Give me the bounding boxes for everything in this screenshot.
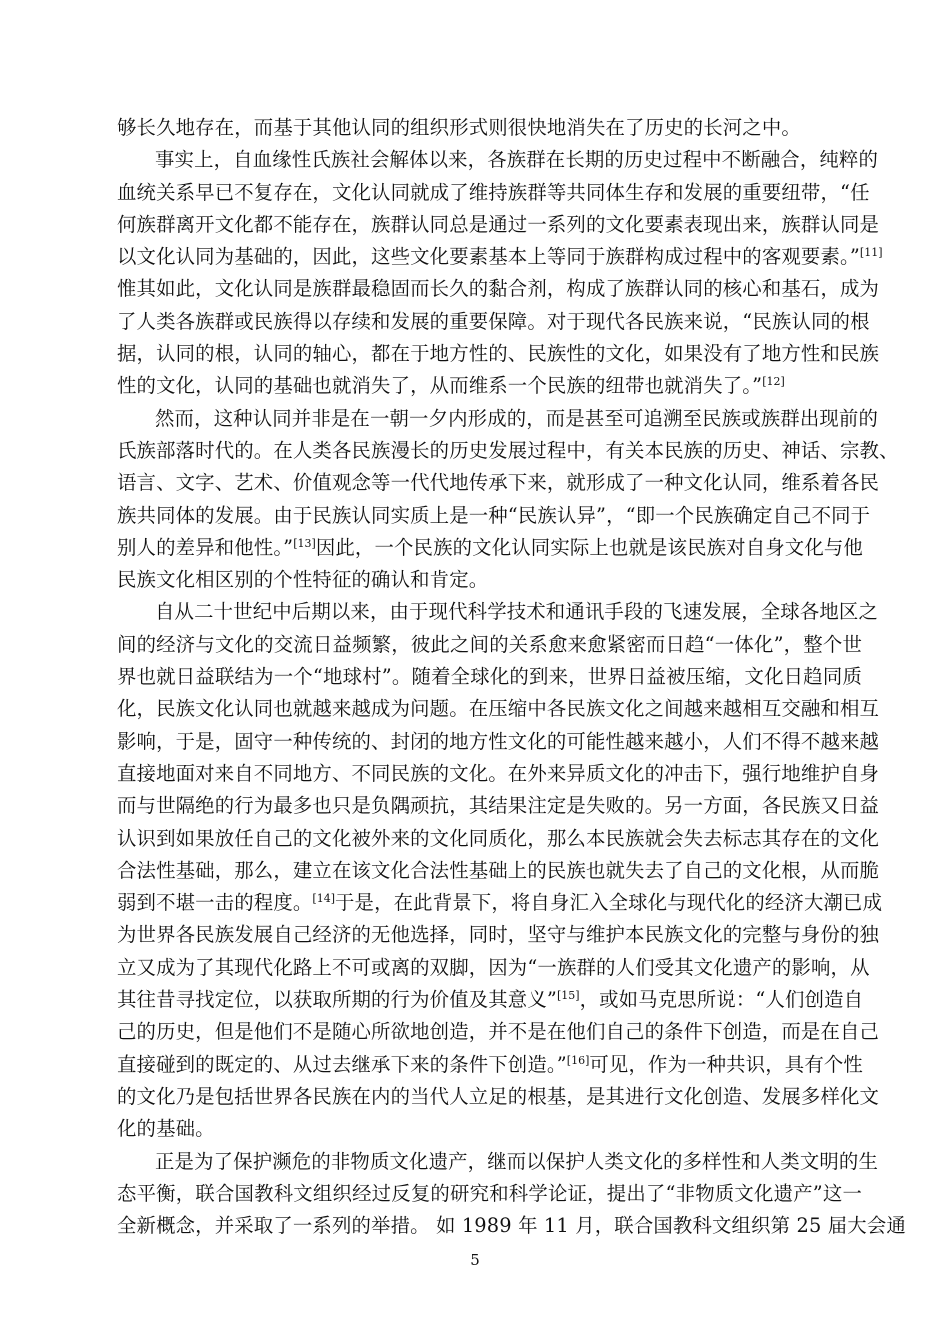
text-line (117, 467, 880, 499)
line-text: 弱到不堪一击的程度。 (117, 891, 313, 915)
line-text: 界也就日益联结为一个“地球村”。随着全球化的到来，世界日益被压缩，文化日趋同质 (117, 665, 862, 689)
text-line (117, 241, 883, 273)
line-text: 惟其如此，文化认同是族群最稳固而长久的黏合剂，构成了族群认同的核心和基石，成为 (117, 277, 880, 301)
citation-ref: [13] (293, 536, 316, 550)
text-line (117, 532, 862, 564)
text-line (117, 984, 862, 1016)
line-text: 氏族部落时代的。在人类各民族漫长的历史发展过程中，有关本民族的历史、神话、宗教、 (117, 438, 899, 462)
line-text: 其往昔寻找定位，以获取所期的行为价值及其意义” (117, 988, 557, 1012)
line-text: 合法性基础，那么，建立在该文化合法性基础上的民族也就失去了自己的文化根，从而脆 (117, 858, 880, 882)
text-line (117, 403, 879, 435)
line-text: 血统关系早已不复存在，文化认同就成了维持族群等共同体生存和发展的重要纽带，“任 (117, 180, 870, 204)
line-text: 别人的差异和他性。” (117, 535, 294, 559)
citation-ref: [14] (312, 892, 335, 906)
citation-ref: [11] (859, 246, 883, 260)
line-text: 据，认同的根，认同的轴心，都在于地方性的、民族性的文化，如果没有了地方性和民族 (117, 342, 880, 366)
text-line (117, 693, 880, 725)
citation-ref: [16] (566, 1053, 590, 1067)
line-text: 而与世隔绝的行为最多也只是负隅顽抗，其结果注定是失败的。另一方面，各民族又日益 (117, 794, 880, 818)
line-text: 族共同体的发展。由于民族认同实质上是一种“民族认异”，“即一个民族确定自己不同于 (117, 503, 871, 527)
line-text-continued: 于是，在此背景下，将自身汇入全球化与现代化的经济大潮已成 (335, 891, 883, 915)
line-text: 事实上，自血缘性氏族社会解体以来，各族群在长期的历史过程中不断融合，纯粹的 (155, 148, 879, 172)
text-line (117, 790, 880, 822)
citation-ref: [15] (556, 989, 580, 1003)
text-line (117, 338, 880, 370)
text-line (117, 306, 870, 338)
line-text: 己的历史，但是他们不是随心所欲地创造，并不是在他们自己的条件下创造，而是在自己 (117, 1020, 880, 1044)
line-text: 直接碰到的既定的、从过去继承下来的条件下创造。” (117, 1052, 567, 1076)
text-line (117, 112, 862, 144)
text-line (117, 1113, 862, 1145)
line-text: 间的经济与文化的交流日益频繁，彼此之间的关系愈来愈紧密而日趋“一体化”，整个世 (117, 632, 862, 656)
line-text: 直接地面对来自不同地方、不同民族的文化。在外来异质文化的冲击下，强行地维护自身 (117, 761, 880, 785)
line-text: 以文化认同为基础的，因此，这些文化要素基本上等同于族群构成过程中的客观要素。” (117, 245, 860, 269)
text-line (117, 273, 880, 305)
text-line (117, 855, 880, 887)
text-line (117, 1146, 879, 1178)
text-line (117, 1016, 880, 1048)
line-text: 了人类各族群或民族得以存续和发展的重要保障。对于现代各民族来说，“民族认同的根 (117, 309, 870, 333)
line-text-continued: 因此，一个民族的文化认同实际上也就是该民族对自身文化与他 (315, 535, 863, 559)
text-line (117, 887, 883, 919)
line-text: 态平衡，联合国教科文组织经过反复的研究和科学论证，提出了“非物质文化遗产”这一 (117, 1181, 862, 1205)
line-text: 语言、文字、艺术、价值观念等一代代地传承下来，就形成了一种文化认同，维系着各民 (117, 471, 880, 495)
text-line (117, 661, 862, 693)
text-line (117, 564, 862, 596)
line-text: 何族群离开文化都不能存在，族群认同总是通过一系列的文化要素表现出来，族群认同是 (117, 212, 880, 236)
text-line (117, 435, 899, 467)
line-text: 民族文化相区别的个性特征的确认和肯定。 (117, 568, 489, 592)
line-text: 认识到如果放任自己的文化被外来的文化同质化，那么本民族就会失去标志其存在的文化 (117, 826, 880, 850)
line-text: 全新概念，并采取了一系列的举措。 如 1989 年 11 月，联合国教科文组织第 25 届大会通 (117, 1214, 906, 1238)
text-line (117, 1049, 862, 1081)
text-line (117, 952, 870, 984)
text-line (117, 823, 880, 855)
line-text: 化的基础。 (117, 1117, 215, 1141)
line-text-continued: ，或如马克思所说：“人们创造自 (579, 988, 864, 1012)
text-line (117, 726, 880, 758)
text-line (117, 758, 880, 790)
line-text: 性的文化，认同的基础也就消失了，从而维系一个民族的纽带也就消失了。” (117, 374, 763, 398)
text-line (117, 209, 880, 241)
body-text (117, 112, 906, 1242)
line-text: 够长久地存在，而基于其他认同的组织形式则很快地消失在了历史的长河之中。 (117, 116, 801, 139)
text-line (117, 919, 880, 951)
text-line (117, 1210, 906, 1242)
text-line (117, 596, 879, 628)
text-line (117, 629, 862, 661)
line-text: 立又成为了其现代化路上不可或离的双脚，因为“一族群的人们受其文化遗产的影响，从 (117, 955, 870, 979)
line-text: 自从二十世纪中后期以来，由于现代科学技术和通讯手段的飞速发展，全球各地区之 (155, 600, 879, 624)
line-text-continued: 可见，作为一种共识，具有个性 (589, 1052, 863, 1076)
text-line (117, 1081, 880, 1113)
text-line (117, 1178, 862, 1210)
line-text: 的文化乃是包括世界各民族在内的当代人立足的根基，是其进行文化创造、发展多样化文 (117, 1084, 880, 1108)
line-text: 影响，于是，固守一种传统的、封闭的地方性文化的可能性越来越小，人们不得不越来越 (117, 729, 880, 753)
line-text: 化，民族文化认同也就越来越成为问题。在压缩中各民族文化之间越来越相互交融和相互 (117, 697, 880, 721)
line-text: 为世界各民族发展自己经济的无他选择，同时，坚守与维护本民族文化的完整与身份的独 (117, 923, 880, 947)
text-line (117, 177, 870, 209)
text-line (117, 500, 871, 532)
line-text: 正是为了保护濒危的非物质文化遗产，继而以保护人类文化的多样性和人类文明的生 (155, 1149, 879, 1173)
citation-ref: [12] (762, 375, 785, 389)
page-number: 5 (470, 1251, 480, 1269)
text-line (117, 370, 862, 402)
line-text: 然而，这种认同并非是在一朝一夕内形成的，而是甚至可追溯至民族或族群出现前的 (155, 406, 879, 430)
text-line (117, 144, 879, 176)
